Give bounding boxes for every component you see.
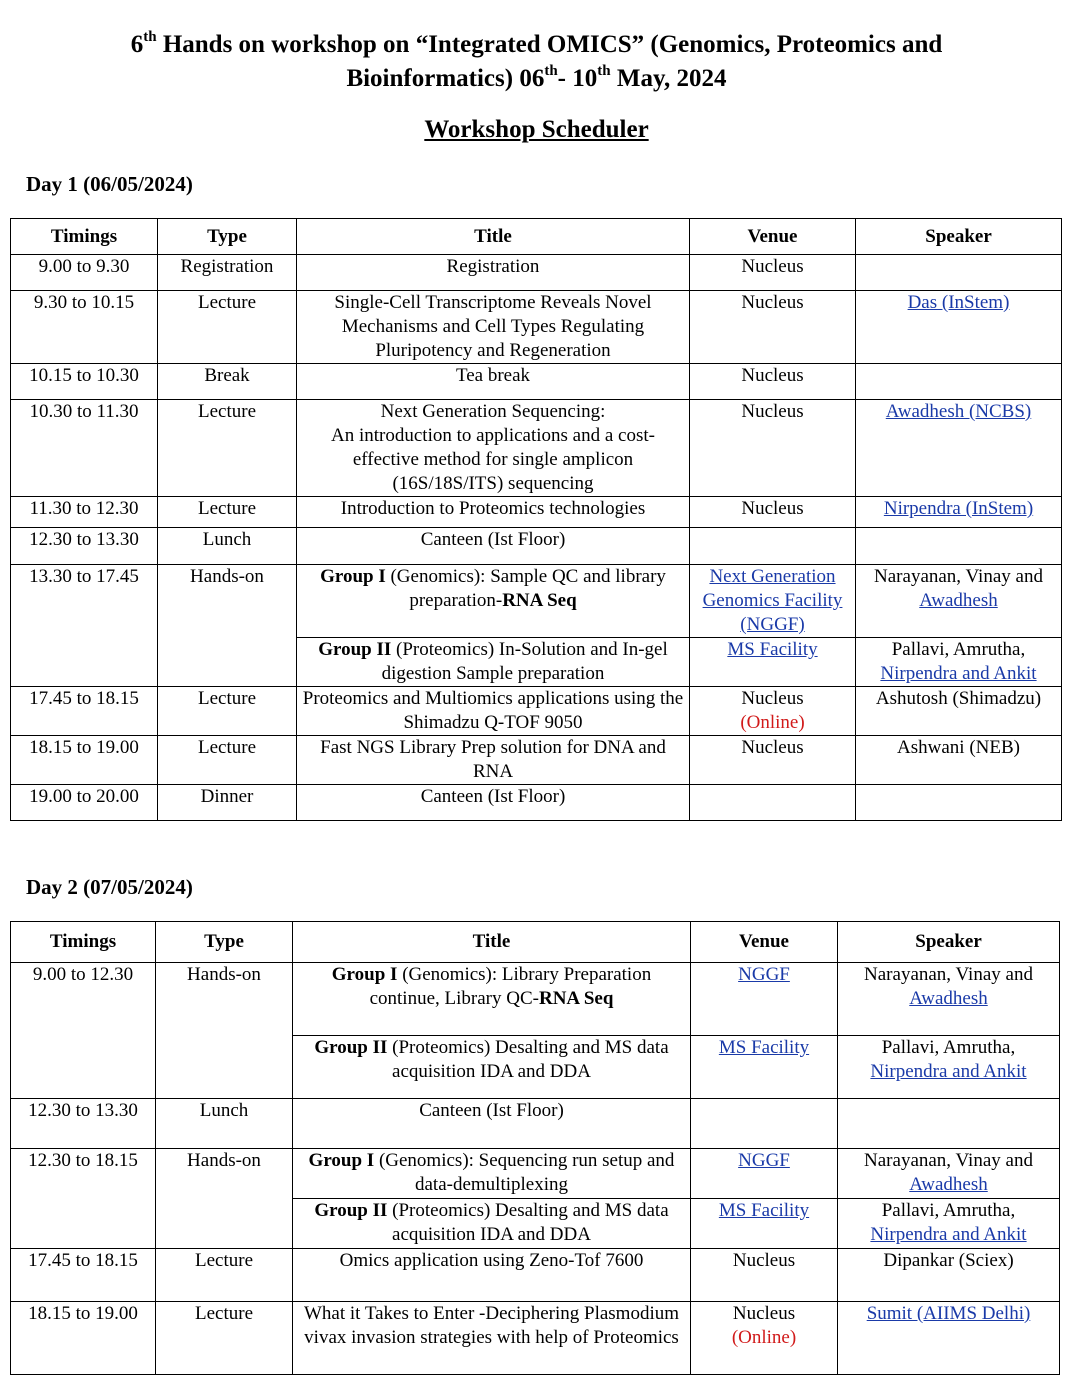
speaker-text: Pallavi, Amrutha, [891,639,1026,660]
speaker-text: Narayanan, Vinay and [864,964,1033,985]
cell-venue [691,963,838,1036]
cell-speaker [856,638,1062,687]
column-header-title: Title [293,922,691,963]
cell-speaker [856,291,1062,364]
cell-title: Single-Cell Transcriptome Reveals Novel Mechanisms and Cell Types Regulating Pluripotency and Regeneration [297,291,690,364]
cell-speaker [838,1099,1060,1149]
group-description: (Genomics): Sequencing run setup and data-demultiplexing [374,1150,675,1195]
cell-time: 9.30 to 10.15 [11,291,158,364]
cell-title [293,1036,691,1099]
table-row [11,528,1062,565]
cell-title: Proteomics and Multiomics applications using the Shimadzu Q-TOF 9050 [297,687,690,736]
cell-venue [690,528,856,565]
cell-time: 10.15 to 10.30 [11,364,158,400]
table-header-row [11,219,1062,255]
cell-venue [691,1036,838,1099]
cell-venue: Nucleus [690,255,856,291]
speaker-link[interactable]: Awadhesh [909,1174,988,1195]
cell-venue [690,785,856,821]
cell-speaker: Ashwani (NEB) [856,736,1062,785]
column-header-speaker: Speaker [838,922,1060,963]
cell-venue [691,1149,838,1199]
cell-venue: Nucleus [690,400,856,497]
cell-speaker [856,364,1062,400]
cell-type: Lecture [158,736,297,785]
speaker-text: Pallavi, Amrutha, [881,1037,1016,1058]
table-row [11,785,1062,821]
column-header-venue: Venue [690,219,856,255]
cell-venue [690,565,856,638]
table-row [11,497,1062,528]
column-header-timings: Timings [11,219,158,255]
table-row [11,255,1062,291]
cell-venue: Nucleus [690,291,856,364]
table-row [11,400,1062,497]
cell-speaker [856,565,1062,638]
cell-time: 13.30 to 17.45 [11,565,158,687]
cell-type: Hands-on [158,565,297,687]
cell-title: Canteen (Ist Floor) [297,528,690,565]
table-row [11,565,1062,638]
speaker-link[interactable]: Sumit (AIIMS Delhi) [866,1303,1031,1324]
cell-venue: Nucleus [690,736,856,785]
title-text: May, 2024 [610,65,727,92]
speaker-link[interactable]: Nirpendra and Ankit [880,663,1037,684]
online-badge: (Online) [731,1327,797,1348]
cell-title [293,1199,691,1249]
cell-speaker [856,528,1062,565]
cell-type: Registration [158,255,297,291]
day2-heading: Day 2 (07/05/2024) [26,875,193,899]
cell-type: Hands-on [156,963,293,1099]
column-header-speaker: Speaker [856,219,1062,255]
cell-title: Canteen (Ist Floor) [293,1099,691,1149]
cell-venue: Nucleus [690,497,856,528]
table-row [11,1302,1060,1375]
title-superscript: th [597,62,611,79]
cell-venue: Nucleus [691,1249,838,1302]
cell-speaker [856,785,1062,821]
cell-speaker [838,963,1060,1036]
cell-title: Fast NGS Library Prep solution for DNA and RNA [297,736,690,785]
cell-venue [691,1302,838,1375]
cell-time: 10.30 to 11.30 [11,400,158,497]
title-line: Next Generation Sequencing: [380,401,606,422]
title-line: An introduction to applications and a cost-effective method for single amplicon (16S/18S/ITS) sequencing [331,425,655,494]
group-label: Group I [320,566,386,587]
group-method: RNA Seq [538,988,614,1009]
cell-speaker [856,255,1062,291]
group-method: RNA Seq [502,590,577,611]
cell-speaker [838,1302,1060,1375]
cell-type: Lecture [158,400,297,497]
cell-title [293,1149,691,1199]
cell-time: 12.30 to 18.15 [11,1149,156,1249]
table-row [11,1249,1060,1302]
cell-time: 9.00 to 12.30 [11,963,156,1099]
cell-title: Registration [297,255,690,291]
title-text: Bioinformatics) 06 [346,65,545,92]
venue-text: Nucleus [741,688,804,709]
cell-time: 18.15 to 19.00 [11,736,158,785]
cell-venue [691,1099,838,1149]
cell-speaker [856,497,1062,528]
table-header-row [11,922,1060,963]
column-header-type: Type [158,219,297,255]
cell-time: 12.30 to 13.30 [11,1099,156,1149]
cell-speaker [838,1036,1060,1099]
cell-title: Canteen (Ist Floor) [297,785,690,821]
day1-heading: Day 1 (06/05/2024) [26,172,193,196]
cell-speaker [838,1199,1060,1249]
cell-title: Tea break [297,364,690,400]
venue-link[interactable]: NGGF [738,964,790,985]
speaker-text: Pallavi, Amrutha, [881,1200,1016,1221]
cell-title [297,565,690,638]
venue-link[interactable]: MS Facility [718,1200,810,1221]
group-label: Group II [314,1037,388,1058]
cell-title [293,963,691,1036]
table-row [11,1099,1060,1149]
cell-time: 12.30 to 13.30 [11,528,158,565]
speaker-link[interactable]: Awadhesh (NCBS) [885,401,1032,422]
venue-link[interactable]: MS Facility [727,639,818,660]
speaker-text: Narayanan, Vinay and [874,566,1043,587]
cell-time: 19.00 to 20.00 [11,785,158,821]
title-text: Hands on workshop on “Integrated OMICS” (Genomics, Proteomics and [156,31,943,58]
speaker-link[interactable]: Nirpendra (InStem) [883,498,1034,519]
cell-type: Lecture [156,1302,293,1375]
group-description: (Proteomics) Desalting and MS data acquisition IDA and DDA [387,1200,669,1245]
table-row [11,364,1062,400]
table-row [11,1149,1060,1199]
cell-time: 9.00 to 9.30 [11,255,158,291]
speaker-link[interactable]: Nirpendra and Ankit [870,1224,1027,1245]
group-label: Group I [308,1150,375,1171]
cell-venue [691,1199,838,1249]
column-header-timings: Timings [11,922,156,963]
column-header-venue: Venue [691,922,838,963]
table-row [11,687,1062,736]
cell-type: Lecture [158,291,297,364]
cell-venue [690,638,856,687]
cell-type: Lunch [156,1099,293,1149]
cell-speaker: Ashutosh (Shimadzu) [856,687,1062,736]
group-label: Group I [331,964,398,985]
cell-speaker [856,400,1062,497]
cell-title: What it Takes to Enter -Deciphering Plasmodium vivax invasion strategies with help of Proteomics [293,1302,691,1375]
column-header-title: Title [297,219,690,255]
speaker-link[interactable]: Nirpendra and Ankit [870,1061,1027,1082]
cell-title [297,638,690,687]
speaker-text: Narayanan, Vinay and [864,1150,1033,1171]
title-superscript: th [143,28,157,45]
cell-title: Introduction to Proteomics technologies [297,497,690,528]
cell-type: Lecture [156,1249,293,1302]
cell-time: 11.30 to 12.30 [11,497,158,528]
cell-type: Lecture [158,497,297,528]
speaker-link[interactable]: Awadhesh [919,590,998,611]
speaker-link[interactable]: Das (InStem) [907,292,1010,313]
cell-time: 18.15 to 19.00 [11,1302,156,1375]
venue-text: Nucleus [732,1303,796,1324]
cell-type: Lunch [158,528,297,565]
cell-type: Dinner [158,785,297,821]
day1-schedule-table [10,218,1062,821]
group-description: (Proteomics) In-Solution and In-gel digestion Sample preparation [381,639,668,684]
cell-speaker [838,1149,1060,1199]
column-header-type: Type [156,922,293,963]
cell-type: Hands-on [156,1149,293,1249]
speaker-link[interactable]: Awadhesh [909,988,988,1009]
cell-venue: Nucleus [690,364,856,400]
venue-link[interactable]: NGGF [738,1150,790,1171]
online-badge: (Online) [740,712,805,733]
cell-venue [690,687,856,736]
cell-speaker: Dipankar (Sciex) [838,1249,1060,1302]
table-row [11,963,1060,1036]
title-text: 6 [130,31,144,58]
group-description: (Genomics): Library Preparation continue, Library QC- [369,964,652,1009]
group-description: (Genomics): Sample QC and library preparation- [385,566,666,611]
group-label: Group II [318,639,392,660]
cell-type: Break [158,364,297,400]
cell-title: Omics application using Zeno-Tof 7600 [293,1249,691,1302]
cell-title [297,400,690,497]
cell-time: 17.45 to 18.15 [11,687,158,736]
group-label: Group II [314,1200,388,1221]
page-subtitle: Workshop Scheduler [424,116,649,143]
title-superscript: th [544,62,558,79]
day2-schedule-table [10,921,1060,1375]
workshop-title [0,28,1073,96]
cell-type: Lecture [158,687,297,736]
venue-link[interactable]: Next Generation Genomics Facility (NGGF) [702,566,843,635]
table-row [11,291,1062,364]
cell-time: 17.45 to 18.15 [11,1249,156,1302]
venue-link[interactable]: MS Facility [718,1037,810,1058]
table-row [11,736,1062,785]
group-description: (Proteomics) Desalting and MS data acquisition IDA and DDA [387,1037,669,1082]
title-text: - 10 [557,65,598,92]
